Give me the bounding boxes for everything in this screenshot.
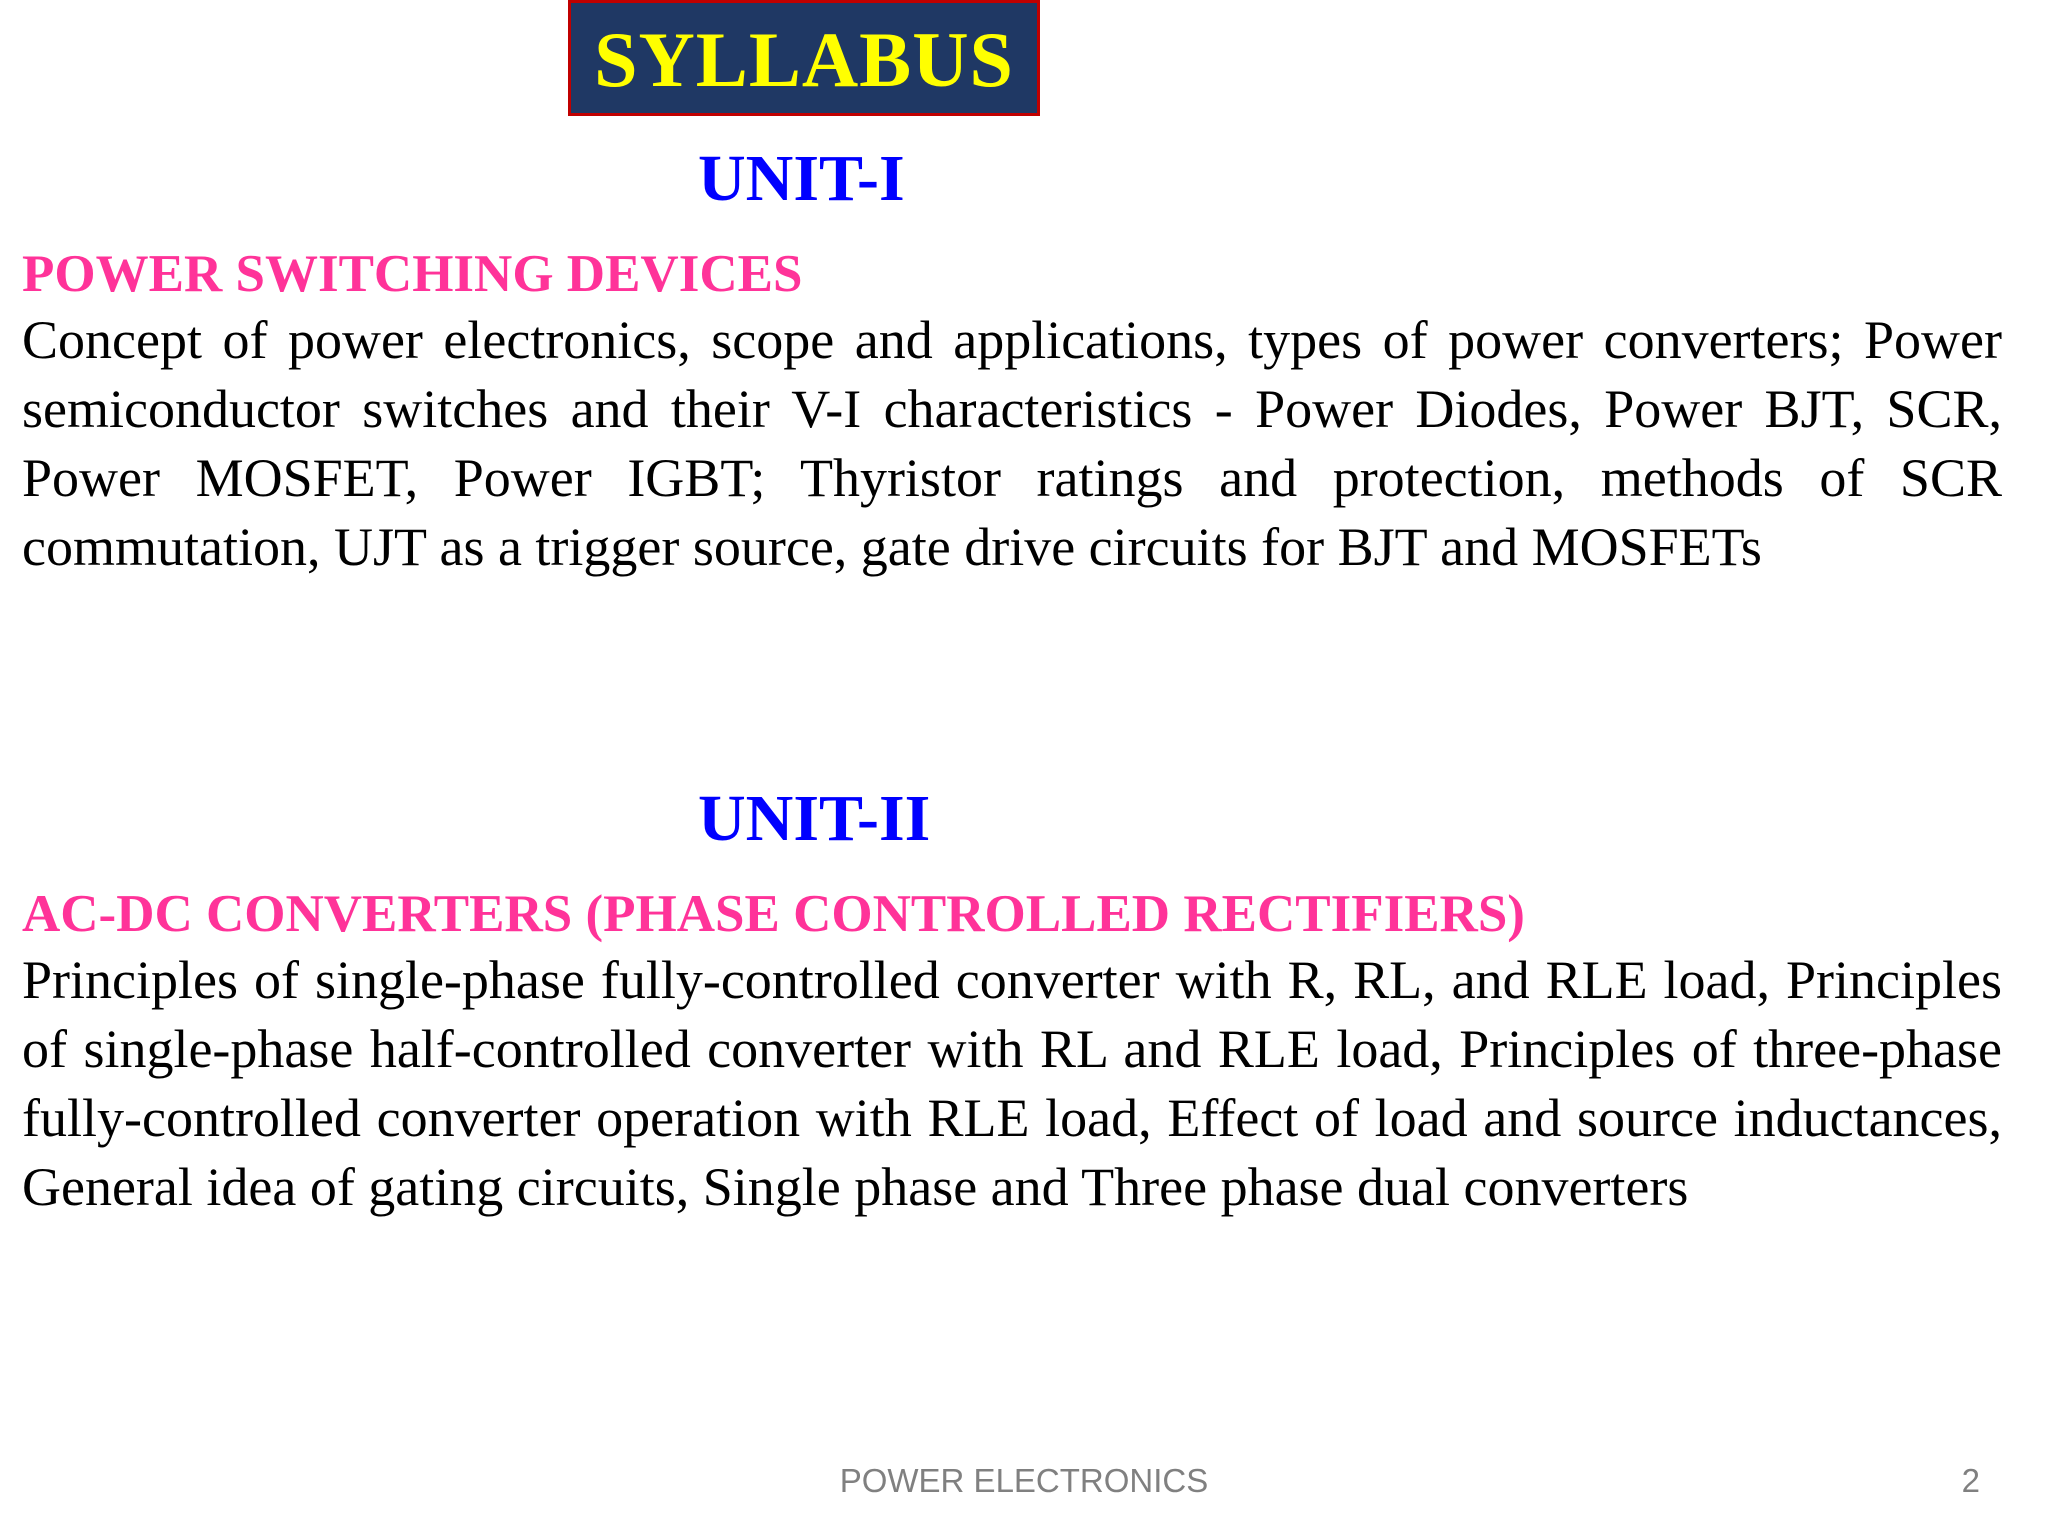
slide-title: SYLLABUS: [594, 16, 1014, 103]
unit-1-content: Concept of power electronics, scope and applications, types of power converters; Power semiconductor switches and their V-I characteristics - Power Diodes, Power BJT, SCR, Power MOSFET, Power IGBT; Thyristor ratings and protection, methods of SCR commutation, UJT as a trigger source, gate drive circuits for BJT and MOSFETs: [22, 310, 2002, 577]
title-box: [568, 0, 1040, 116]
unit-1-heading: UNIT-I: [698, 142, 905, 215]
footer-title: POWER ELECTRONICS: [839, 1462, 1209, 1499]
unit-2-topic: AC-DC CONVERTERS (PHASE CONTROLLED RECTIFIERS): [22, 885, 1525, 943]
unit-1-topic: POWER SWITCHING DEVICES: [22, 245, 803, 303]
unit-2-heading: UNIT-II: [698, 782, 931, 855]
unit-2-content: Principles of single-phase fully-controlled converter with R, RL, and RLE load, Principles of single-phase half-controlled converter with RL and RLE load, Principles of three-phase fully-controlled converter operation with RLE load, Effect of load and source inductances, General idea of gating circuits, Single phase and Three phase dual converters: [22, 950, 2002, 1217]
page-number: 2: [1961, 1462, 1980, 1499]
